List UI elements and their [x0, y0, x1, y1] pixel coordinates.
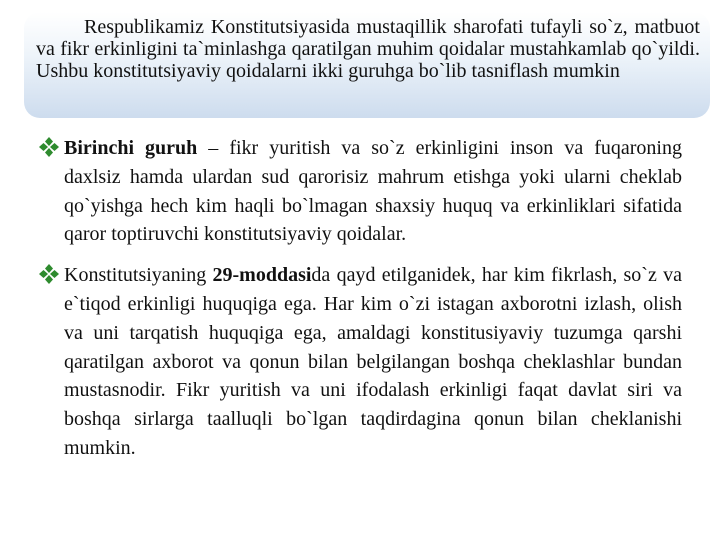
four-diamond-icon	[38, 136, 60, 158]
bullet-1-text: – fikr yuritish va so`z erkinligini inson va fuqaroning daxlsiz hamda ulardan sud qarorisiz mahrum etishga yoki ularni cheklab qo`yishga hech kim haqli bo`lmagan shaxsiy huquq va erkinliklari sifatida qaror toptiruvchi konstitutsiyaviy qoidalar.	[64, 137, 682, 246]
bullet-2-pre: Konstitutsiyaning	[64, 264, 213, 287]
bullet-list	[46, 134, 682, 475]
intro-box	[24, 12, 710, 118]
bullet-1-bold: Birinchi guruh	[64, 137, 198, 159]
bullet-2-text: da qayd etilganidek, har kim fikrlash, so`z va e`tiqod erkinligi huquqiga ega. Har kim o`zi istagan axborotni izlash, olish va uni tarqatish huquqiga ega, amaldagi konstitusiyaviy tuzumga qarshi qaratilgan axborot va qonun bilan belgilangan boshqa cheklashlar bundan mustasnodir. Fikr yuritish va uni ifodalash erkinligi faqat davlat siri va boshqa sirlarga taalluqli bo`lgan taqdirdagina qonun bilan cheklanishi mumkin.	[64, 264, 682, 459]
bullet-item-2	[46, 261, 682, 463]
four-diamond-icon	[38, 263, 60, 285]
bullet-2-bold: 29-moddasi	[212, 264, 312, 287]
intro-text: Respublikamiz Konstitutsiyasida mustaqillik sharofati tufayli so`z, matbuot va fikr erkinligini ta`minlashga qaratilgan muhim qoidalar mustahkamlab qo`yildi. Ushbu konstitutsiyaviy qoidalarni ikki guruhga bo`lib tasniflash mumkin	[36, 16, 700, 82]
bullet-item-1	[46, 134, 682, 249]
